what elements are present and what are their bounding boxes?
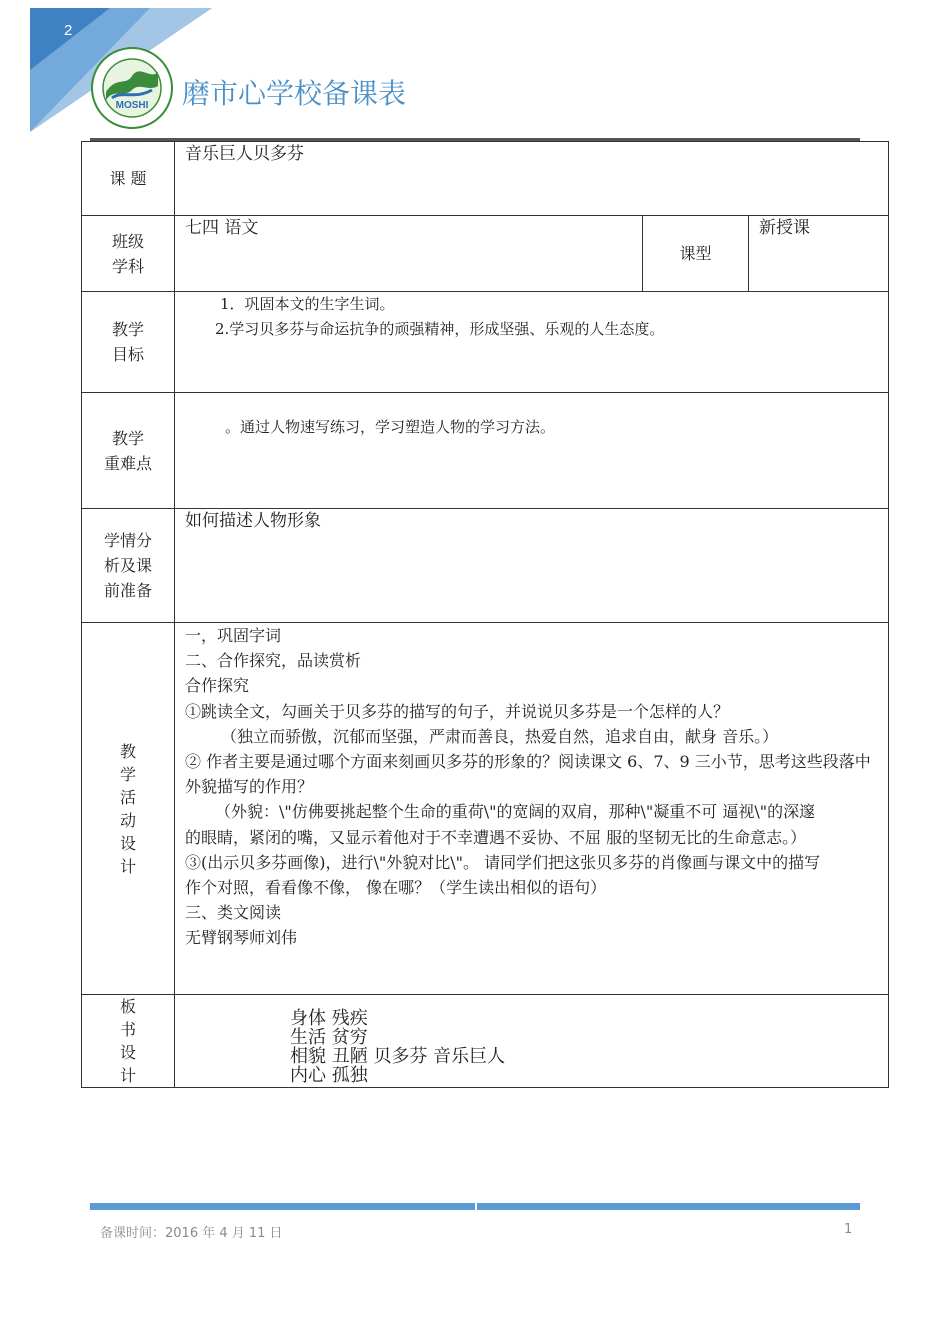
activities-value bbox=[175, 623, 889, 995]
objectives-value bbox=[175, 292, 889, 393]
objectives-label: 教学 目标 bbox=[82, 292, 175, 393]
topic-value: 音乐巨人贝多芬 bbox=[175, 142, 889, 216]
class-subject-label: 班级 学科 bbox=[82, 216, 175, 292]
key-points-value: 。通过人物速写练习，学习塑造人物的学习方法。 bbox=[175, 393, 889, 509]
activity-line: 三、类文阅读 bbox=[185, 903, 282, 923]
footer-date: 备课时间：2016 年 4 月 11 日 bbox=[100, 1226, 283, 1241]
row-board bbox=[82, 995, 889, 1088]
footer-bar-gap bbox=[475, 1203, 477, 1210]
activity-line: 一，巩固字词 bbox=[185, 626, 282, 645]
header-page-number: 2 bbox=[64, 22, 73, 39]
lesson-type-value: 新授课 bbox=[749, 216, 889, 292]
class-subject-value: 七四 语文 bbox=[175, 216, 643, 292]
school-title: 磨市心学校备课表 bbox=[182, 77, 407, 110]
activity-line: （独立而骄傲，沉郁而坚强，严肃而善良，热爱自然，追求自由，献身 音乐。） bbox=[221, 726, 779, 746]
activity-line: 二、合作探究，品读赏析 bbox=[185, 651, 362, 671]
row-analysis bbox=[82, 509, 889, 623]
board-line: 身体 残疾 bbox=[290, 1008, 368, 1029]
board-value bbox=[175, 995, 889, 1088]
board-label: 板 书 设 计 bbox=[82, 995, 175, 1088]
activity-line: ①跳读全文，勾画关于贝多芬的描写的句子，并说说贝多芬是一个怎样的人？ bbox=[185, 701, 730, 721]
activity-line: ③(出示贝多芬画像)，进行\"外貌对比\"。 请同学们把这张贝多芬的肖像画与课文中的描写 bbox=[185, 852, 821, 872]
analysis-value: 如何描述人物形象 bbox=[175, 509, 889, 623]
school-logo-icon bbox=[90, 46, 174, 130]
row-topic bbox=[82, 142, 889, 216]
key-points-label: 教学 重难点 bbox=[82, 393, 175, 509]
activity-line: 合作探究 bbox=[185, 676, 250, 696]
activities-label: 教 学 活 动 设 计 bbox=[82, 623, 175, 995]
lesson-type-label: 课型 bbox=[643, 216, 749, 292]
topic-label: 课 题 bbox=[82, 142, 175, 216]
board-line: 内心 孤独 bbox=[290, 1065, 368, 1086]
logo-text: MOSHI bbox=[115, 100, 149, 111]
objective-item: 1．巩固本文的生字生词。 bbox=[220, 295, 395, 313]
analysis-label: 学情分 析及课 前准备 bbox=[82, 509, 175, 623]
activity-line: ② 作者主要是通过哪个方面来刻画贝多芬的形象的？阅读课文 6、7、9 三小节，思考这些段落中 bbox=[185, 752, 871, 772]
row-objectives bbox=[82, 292, 889, 393]
row-key-points bbox=[82, 393, 889, 509]
activity-line: 作个对照，看看像不像， 像在哪？（学生读出相似的语句） bbox=[185, 878, 607, 898]
lesson-plan-table bbox=[81, 141, 889, 1088]
activity-line: 外貌描写的作用？ bbox=[185, 777, 314, 797]
footer-page-number: 1 bbox=[844, 1222, 853, 1237]
activity-line: 无臂钢琴师刘伟 bbox=[185, 928, 298, 948]
board-line: 相貌 丑陋 贝多芬 音乐巨人 bbox=[290, 1046, 506, 1067]
board-line: 生活 贫穷 bbox=[290, 1027, 368, 1048]
activity-line: （外貌：\"仿佛要挑起整个生命的重荷\"的宽阔的双肩，那种\"凝重不可 逼视\"的深邃 bbox=[215, 802, 816, 822]
row-class-subject bbox=[82, 216, 889, 292]
activity-line: 的眼睛，紧闭的嘴，又显示着他对于不幸遭遇不妥协、不屈 服的坚韧无比的生命意志。） bbox=[185, 827, 807, 847]
row-activities bbox=[82, 623, 889, 995]
objective-item: 2.学习贝多芬与命运抗争的顽强精神，形成坚强、乐观的人生态度。 bbox=[215, 320, 665, 338]
